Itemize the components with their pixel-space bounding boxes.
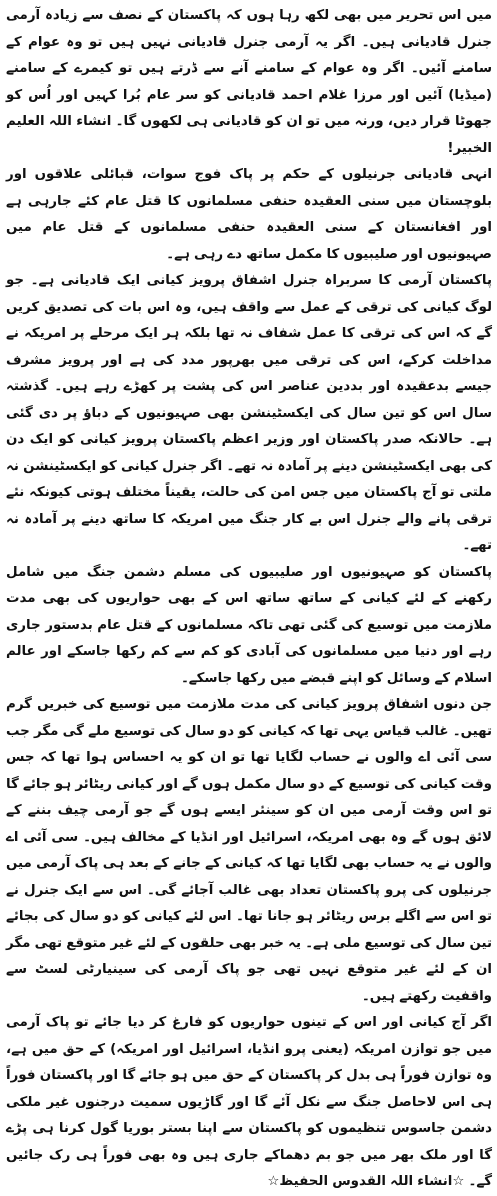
paragraph-1: میں اس تحریر میں بھی لکھ رہا ہوں کہ پاکستان کے نصف سے زیادہ آرمی جنرل قادیانی ہیں۔ اگر یہ آرمی جنرل قادیانی نہیں ہیں تو وہ عوام کے سامنے آئیں۔ اگر وہ عوام کے سامنے آنے سے ڈرتے ہیں تو کیمرے کے سامنے (میڈیا) آئیں اور مرزا غلام احمد قادیانی کو سر عام بُرا کہیں اور اُس کو جھوٹا قرار دیں، ورنہ میں تو ان کو قادیانی ہی لکھوں گا۔ انشاء اللہ العلیم الخبیر! (6, 8, 492, 156)
paragraph-2: انہی قادیانی جرنیلوں کے حکم پر پاک فوج سوات، قبائلی علاقوں اور بلوچستان میں سنی العقیدہ حنفی مسلمانوں کا قتل عام کئے جارہی ہے اور افغانستان کے سنی العقیدہ حنفی مسلمانوں کے قتل عام میں صہیونیوں اور صلیبیوں کا مکمل ساتھ دے رہی ہے۔ (6, 167, 492, 262)
paragraph-4: پاکستان کو صہیونیوں اور صلیبیوں کی مسلم دشمن جنگ میں شامل رکھنے کے لئے کیانی کے ساتھ ساتھ اس کے بھی حواریوں کی بھی مدت ملازمت میں توسیع کی گئی تھی تاکہ مسلمانوں کے قتل عام بدستور جاری رہے اور دنیا میں مسلمانوں کی آبادی کو کم سے کم رکھا جاسکے اور عالم اسلام کے وسائل کو اپنے قبضے میں رکھا جاسکے۔ (6, 564, 492, 686)
article-body (6, 3, 492, 1196)
paragraph-3: پاکستان آرمی کا سربراہ جنرل اشفاق پرویز کیانی ایک قادیانی ہے۔ جو لوگ کیانی کی ترقی کے عمل سے واقف ہیں، وہ اس بات کی تصدیق کریں گے کہ اس کی ترقی کا عمل شفاف نہ تھا بلکہ ہر ایک مرحلے پر امریکہ نے مداخلت کرکے، اس کی ترقی میں بھرپور مدد کی ہے اور پرویز مشرف جیسے بدعقیدہ اور بددین عناصر اس کی پشت پر کھڑے رہے ہیں۔ گذشتہ سال اس کو تین سال کی ایکسٹینشن بھی صہیونیوں کے دباؤ پر دی گئی ہے۔ حالانکہ صدر پاکستان اور وزیر اعظم پاکستان پرویز کیانی کو ایک دن کی بھی ایکسٹینشن دینے پر آمادہ نہ تھے۔ اگر جنرل کیانی کو ایکسٹینشن نہ ملتی تو آج پاکستان میں جس امن کی حالت، یقیناً مختلف ہوتی کیونکہ نئے ترقی پانے والے جنرل اس بے کار جنگ میں امریکہ کا ساتھ دینے پر آمادہ نہ تھے۔ (6, 273, 492, 553)
paragraph-5: جن دنوں اشفاق پرویز کیانی کی مدت ملازمت میں توسیع کی خبریں گرم تھیں۔ غالب قیاس یہی تھا کہ کیانی کو دو سال کی توسیع ملے گی مگر جب سی آئی اے والوں نے حساب لگایا تھا تو ان کو یہ احساس ہوا تھا کہ جس وقت کیانی کی توسیع کے دو سال مکمل ہوں گے اور کیانی ریٹائر ہو جائے گا تو اس وقت آرمی میں ان کو سینئر ایسے ہوں گے جو آرمی چیف بننے کے لائق ہوں گے وہ بھی امریکہ، اسرائیل اور انڈیا کے مخالف ہیں۔ سی آئی اے والوں نے یہ حساب بھی لگایا تھا کہ کیانی کے جانے کے بعد ہی پاک آرمی میں جرنیلوں کی پرو پاکستان تعداد بھی غالب آجائے گی۔ اس سے ایک جنرل نے تو اس سے اگلے برس ریٹائر ہو جانا تھا۔ اس لئے کیانی کو دو سال کی بجائے تین سال کی توسیع ملی ہے۔ یہ خبر بھی حلقوں کے لئے غیر متوقع تھی مگر ان کے لئے غیر متوقع نہیں تھی جو پاک آرمی کی سینیارٹی لسٹ سے واقفیت رکھتے ہیں۔ (6, 697, 492, 1004)
paragraph-6: اگر آج کیانی اور اس کے تینوں حواریوں کو فارغ کر دیا جائے تو پاک آرمی میں جو توازن امریکہ (یعنی پرو انڈیا، اسرائیل اور امریکہ) کے حق میں ہے، وہ توازن فوراً ہی بدل کر پاکستان کے حق میں ہو جائے گا اور پاکستان فوراً ہی اس لاحاصل جنگ سے نکل آئے گا اور گاڑیوں سمیت درجنوں غیر ملکی دشمن جاسوس تنظیموں کو پاکستان سے اپنا بستر بوریا گول کرنا ہی پڑے گا اور ملک بھر میں جو بم دھماکے جاری ہیں وہ بھی فوراً ہی رک جائیں گے۔ ☆انشاء اللہ القدوس الحفیظ☆ (6, 1015, 492, 1189)
